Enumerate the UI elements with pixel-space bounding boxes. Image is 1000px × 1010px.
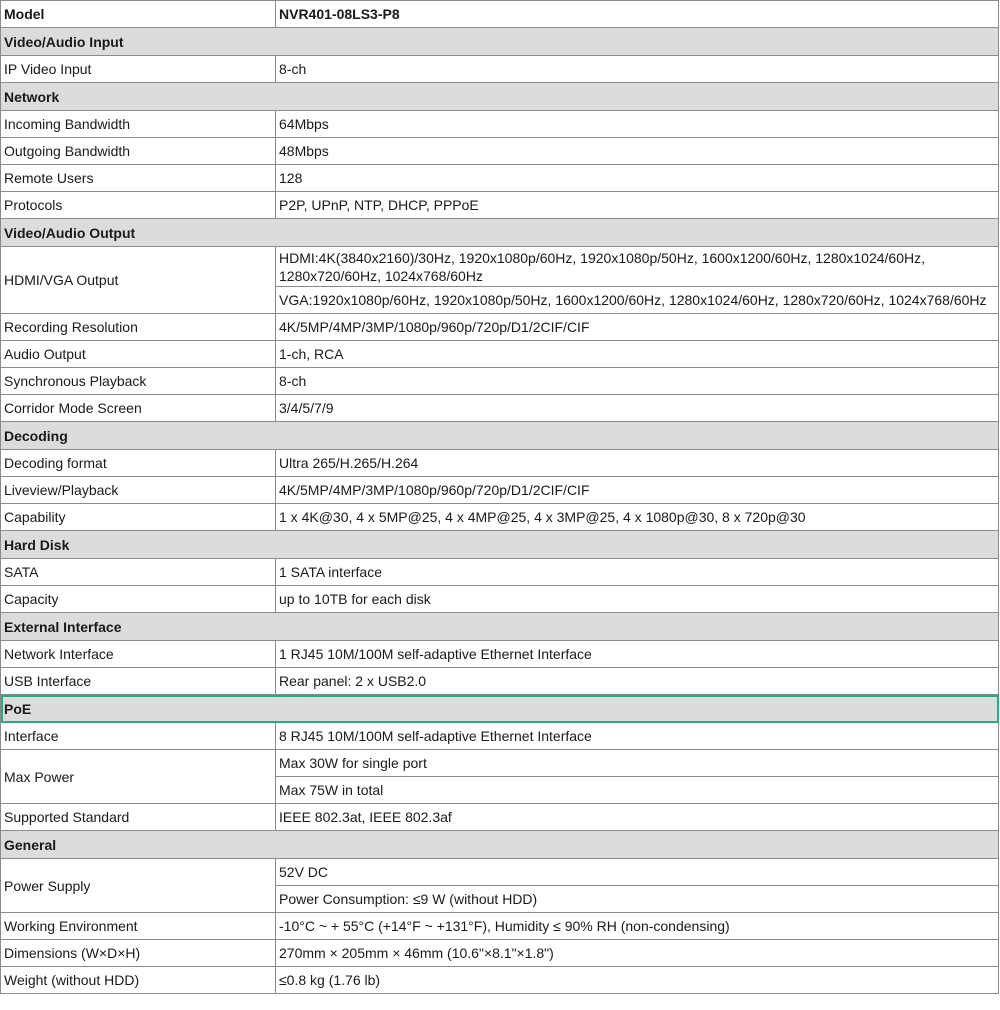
spec-label: Power Supply — [1, 859, 276, 913]
spec-value: ≤0.8 kg (1.76 lb) — [276, 967, 999, 994]
spec-label: Dimensions (W×D×H) — [1, 940, 276, 967]
model-row — [1, 1, 999, 28]
spec-row — [1, 940, 999, 967]
section-header-external-interface — [1, 613, 999, 641]
spec-value: 1 RJ45 10M/100M self-adaptive Ethernet Interface — [276, 641, 999, 668]
model-label: Model — [1, 1, 276, 28]
spec-row — [1, 804, 999, 831]
spec-row — [1, 368, 999, 395]
section-title: Decoding — [1, 422, 999, 450]
spec-row — [1, 723, 999, 750]
section-title: External Interface — [1, 613, 999, 641]
spec-row — [1, 586, 999, 613]
spec-value: 4K/5MP/4MP/3MP/1080p/960p/720p/D1/2CIF/CIF — [276, 314, 999, 341]
section-title: General — [1, 831, 999, 859]
spec-value: 270mm × 205mm × 46mm (10.6"×8.1"×1.8") — [276, 940, 999, 967]
spec-label: Protocols — [1, 192, 276, 219]
spec-label: Network Interface — [1, 641, 276, 668]
model-value: NVR401-08LS3-P8 — [276, 1, 999, 28]
spec-value: 4K/5MP/4MP/3MP/1080p/960p/720p/D1/2CIF/CIF — [276, 477, 999, 504]
section-title: Video/Audio Input — [1, 28, 999, 56]
spec-value: Max 30W for single port — [276, 750, 999, 777]
spec-value: 8-ch — [276, 368, 999, 395]
spec-row — [1, 395, 999, 422]
spec-value: 64Mbps — [276, 111, 999, 138]
spec-value: Max 75W in total — [276, 777, 999, 804]
spec-label: Corridor Mode Screen — [1, 395, 276, 422]
spec-label: Supported Standard — [1, 804, 276, 831]
section-title: Hard Disk — [1, 531, 999, 559]
spec-label: Synchronous Playback — [1, 368, 276, 395]
spec-value: up to 10TB for each disk — [276, 586, 999, 613]
spec-row — [1, 247, 999, 287]
spec-label: Recording Resolution — [1, 314, 276, 341]
section-header-decoding — [1, 422, 999, 450]
hdmi-output-value: HDMI:4K(3840x2160)/30Hz, 1920x1080p/60Hz, 1920x1080p/50Hz, 1600x1200/60Hz, 1280x1024/60Hz, 1280x720/60Hz, 1024x768/60Hz — [276, 247, 999, 287]
section-title: PoE — [1, 695, 999, 723]
spec-value: 52V DC — [276, 859, 999, 886]
spec-value: 1 SATA interface — [276, 559, 999, 586]
spec-label: Interface — [1, 723, 276, 750]
spec-value: 48Mbps — [276, 138, 999, 165]
spec-row — [1, 56, 999, 83]
spec-value: 1 x 4K@30, 4 x 5MP@25, 4 x 4MP@25, 4 x 3MP@25, 4 x 1080p@30, 8 x 720p@30 — [276, 504, 999, 531]
spec-value: Rear panel: 2 x USB2.0 — [276, 668, 999, 695]
spec-value: Ultra 265/H.265/H.264 — [276, 450, 999, 477]
spec-value: P2P, UPnP, NTP, DHCP, PPPoE — [276, 192, 999, 219]
section-header-general — [1, 831, 999, 859]
section-title: Video/Audio Output — [1, 219, 999, 247]
spec-row — [1, 165, 999, 192]
spec-value: 1-ch, RCA — [276, 341, 999, 368]
spec-label: USB Interface — [1, 668, 276, 695]
spec-value: -10°C ~ + 55°C (+14°F ~ +131°F), Humidity ≤ 90% RH (non-condensing) — [276, 913, 999, 940]
spec-row — [1, 859, 999, 886]
section-header-network — [1, 83, 999, 111]
spec-row — [1, 314, 999, 341]
spec-value: 128 — [276, 165, 999, 192]
spec-value: 3/4/5/7/9 — [276, 395, 999, 422]
section-header-video-audio-output — [1, 219, 999, 247]
spec-value: 8-ch — [276, 56, 999, 83]
spec-label: Liveview/Playback — [1, 477, 276, 504]
spec-label: Capability — [1, 504, 276, 531]
spec-row — [1, 111, 999, 138]
spec-label: Incoming Bandwidth — [1, 111, 276, 138]
spec-label: Weight (without HDD) — [1, 967, 276, 994]
spec-row — [1, 750, 999, 777]
spec-row — [1, 450, 999, 477]
section-title: Network — [1, 83, 999, 111]
spec-row — [1, 341, 999, 368]
spec-row — [1, 641, 999, 668]
spec-row — [1, 559, 999, 586]
spec-label: Outgoing Bandwidth — [1, 138, 276, 165]
spec-label: Capacity — [1, 586, 276, 613]
spec-label: SATA — [1, 559, 276, 586]
section-header-hard-disk — [1, 531, 999, 559]
spec-row — [1, 138, 999, 165]
spec-label: Audio Output — [1, 341, 276, 368]
section-header-poe — [1, 695, 999, 723]
spec-label: IP Video Input — [1, 56, 276, 83]
spec-label: Working Environment — [1, 913, 276, 940]
spec-label: Decoding format — [1, 450, 276, 477]
spec-row — [1, 967, 999, 994]
spec-row — [1, 668, 999, 695]
spec-value: Power Consumption: ≤9 W (without HDD) — [276, 886, 999, 913]
spec-row — [1, 192, 999, 219]
spec-row — [1, 477, 999, 504]
spec-label: Max Power — [1, 750, 276, 804]
spec-label: Remote Users — [1, 165, 276, 192]
spec-row — [1, 913, 999, 940]
spec-value: 8 RJ45 10M/100M self-adaptive Ethernet Interface — [276, 723, 999, 750]
vga-output-value: VGA:1920x1080p/60Hz, 1920x1080p/50Hz, 1600x1200/60Hz, 1280x1024/60Hz, 1280x720/60Hz, 1024x768/60Hz — [276, 287, 999, 314]
spec-row — [1, 504, 999, 531]
spec-value: IEEE 802.3at, IEEE 802.3af — [276, 804, 999, 831]
spec-label: HDMI/VGA Output — [1, 247, 276, 314]
section-header-video-audio-input — [1, 28, 999, 56]
